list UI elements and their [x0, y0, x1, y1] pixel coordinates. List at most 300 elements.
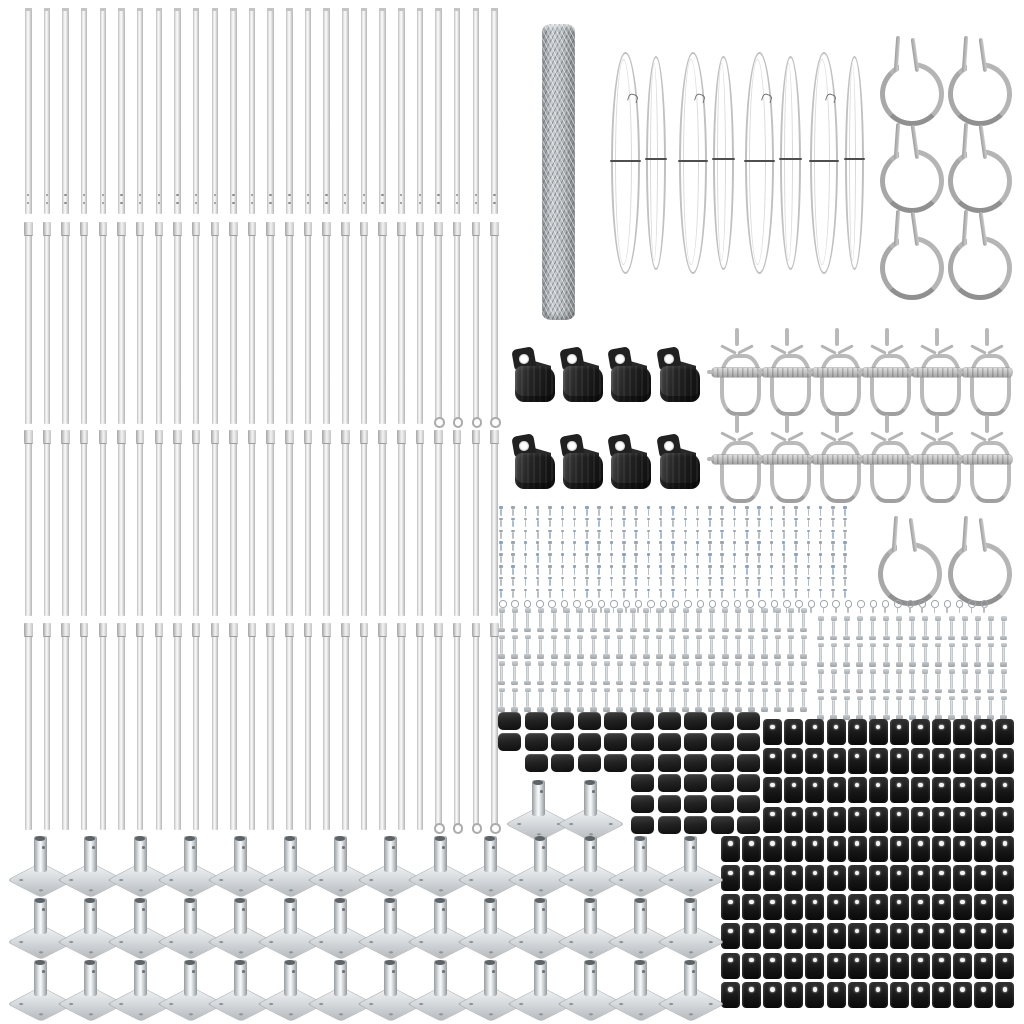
post-top-cap: [137, 8, 144, 11]
bolt: [576, 661, 585, 685]
post-hole: [288, 202, 290, 204]
wire-strainer: [917, 415, 957, 499]
post-hole: [46, 194, 48, 196]
tube-screw-hole: [42, 970, 45, 973]
bolt: [602, 635, 611, 659]
post-joint-collar: [434, 222, 443, 235]
screw-shank: [537, 544, 539, 551]
screw-shank: [758, 579, 760, 586]
bolt-collar: [800, 654, 807, 659]
screw-shank: [832, 568, 834, 575]
bolt-collar: [787, 628, 794, 633]
screw: [843, 541, 847, 551]
screw-shank: [746, 520, 748, 527]
plate-bolt-hole: [19, 879, 24, 882]
screw: [499, 506, 503, 516]
tube-opening: [685, 836, 695, 841]
plate-socket-tube: [284, 898, 297, 934]
post-joint-collar: [99, 430, 108, 443]
bolt-collar: [987, 689, 994, 694]
bolt-shank: [697, 639, 700, 654]
bolt-head: [949, 616, 955, 621]
post-hole: [419, 194, 421, 196]
screw: [499, 541, 503, 551]
plate-socket-tube: [184, 836, 197, 872]
bolt: [829, 616, 838, 640]
fence-clip: [784, 836, 803, 862]
bolt-collar: [896, 636, 903, 641]
bolt: [563, 688, 572, 712]
clip-screw-hole: [834, 871, 838, 875]
bolt: [855, 669, 864, 693]
bolt: [882, 643, 891, 667]
screw-shank: [549, 568, 551, 575]
cap-body: [660, 453, 700, 489]
plate-socket-tube: [584, 780, 597, 816]
screw-shank: [734, 532, 736, 539]
bolt-collar: [695, 654, 702, 659]
screw: [610, 565, 614, 575]
bolt-head: [591, 661, 597, 666]
screw-shank: [512, 509, 514, 516]
strainer-spindle-nub: [857, 457, 863, 461]
bolt-shank: [632, 639, 635, 654]
bolt-head: [525, 661, 531, 666]
bolt: [707, 635, 716, 659]
screw: [511, 589, 515, 599]
post-joint-collar: [192, 430, 201, 443]
hook-opening: [967, 539, 983, 550]
screw-shank: [844, 544, 846, 551]
wire-tie-band: [645, 158, 667, 160]
screw: [536, 530, 540, 540]
tube-opening: [35, 960, 45, 965]
screw-shank: [721, 556, 723, 563]
screw-shank: [549, 532, 551, 539]
post-joint-collar: [155, 222, 164, 235]
bolt-collar: [643, 654, 650, 659]
post-joint-collar: [117, 222, 126, 235]
plate-bolt-hole: [189, 1013, 194, 1016]
screw: [647, 577, 651, 587]
clip-screw-hole: [897, 725, 901, 729]
bolt: [855, 696, 864, 720]
bolt-head: [922, 669, 928, 674]
fence-clip: [848, 894, 867, 920]
bolt-shank: [871, 621, 874, 636]
clip-screw-hole: [918, 987, 922, 991]
screw: [647, 553, 651, 563]
screw-shank: [685, 520, 687, 527]
bolt: [999, 643, 1008, 667]
screw-shank: [783, 556, 785, 563]
cap-body: [611, 453, 651, 489]
fence-clip: [763, 865, 782, 891]
tube-screw-hole: [492, 846, 495, 849]
bolt-shank: [697, 666, 700, 681]
screw-shank: [672, 579, 674, 586]
bolt-head: [696, 608, 702, 613]
plate-bolt-hole: [169, 941, 174, 944]
screw: [511, 541, 515, 551]
screw: [720, 506, 724, 516]
fence-clip: [763, 807, 782, 833]
bolt-head: [962, 669, 968, 674]
screw-shank: [820, 579, 822, 586]
bolt-shank: [1002, 647, 1005, 662]
tube-screw-hole: [442, 970, 445, 973]
screw: [757, 589, 761, 599]
screw-shank: [709, 532, 711, 539]
screw-shank: [537, 579, 539, 586]
bolt-collar: [551, 707, 558, 712]
screw-shank: [832, 579, 834, 586]
cap-eyelet-hole: [518, 440, 529, 451]
bolt-head: [551, 608, 557, 613]
tube-opening: [135, 960, 145, 965]
screw: [770, 553, 774, 563]
fence-clip: [869, 923, 888, 949]
wire-strainer: [867, 328, 907, 412]
bolt-head: [870, 616, 876, 621]
wire-strainer: [767, 415, 807, 499]
post-base-plate: [12, 832, 68, 894]
post-hole: [307, 202, 309, 204]
post-base-plate: [312, 832, 368, 894]
screw-shank: [685, 509, 687, 516]
bolt: [895, 669, 904, 693]
clip-screw-hole: [792, 929, 796, 933]
screw: [782, 518, 786, 528]
eye-screw-shank: [983, 607, 985, 613]
post-hole: [232, 202, 234, 204]
bolt: [694, 608, 703, 632]
fence-clip: [848, 982, 867, 1008]
screw: [831, 565, 835, 575]
fence-clip: [974, 982, 993, 1008]
bolt-collar: [761, 707, 768, 712]
screw: [659, 530, 663, 540]
bolt-collar: [843, 689, 850, 694]
screw: [671, 589, 675, 599]
bolt: [721, 608, 730, 632]
plate-socket-tube: [584, 836, 597, 872]
post-top-cap: [193, 8, 200, 11]
screw-shank: [586, 544, 588, 551]
strainer-frame: [770, 354, 811, 416]
screw-shank: [783, 520, 785, 527]
tube-opening: [435, 898, 445, 903]
strainer-spindle-nub: [807, 457, 813, 461]
clip-screw-hole: [897, 900, 901, 904]
bolt: [602, 688, 611, 712]
screw-shank: [672, 520, 674, 527]
screw-shank: [598, 532, 600, 539]
bolt-shank: [911, 700, 914, 715]
fence-post-tube: [361, 8, 368, 214]
bolt-shank: [937, 674, 940, 689]
hook-ring: [948, 62, 1012, 126]
strainer-pin: [885, 415, 889, 433]
strainer-frame: [820, 354, 861, 416]
bolt-shank: [789, 666, 792, 681]
clip-screw-hole: [960, 841, 964, 845]
strainer-frame: [870, 354, 911, 416]
screw-shank: [500, 568, 502, 575]
bolt: [799, 688, 808, 712]
square-post-cap: [578, 712, 601, 730]
screw: [524, 577, 528, 587]
screw-shank: [512, 520, 514, 527]
square-post-cap: [604, 733, 627, 751]
bolt-shank: [802, 639, 805, 654]
screw: [807, 589, 811, 599]
fence-post-tube: [435, 623, 442, 830]
screw-shank: [537, 509, 539, 516]
black-post-cap: [561, 348, 605, 404]
bolt-shank: [645, 613, 648, 628]
fence-clip: [763, 748, 782, 774]
tube-screw-hole: [92, 846, 95, 849]
bolt-shank: [950, 700, 953, 715]
screw: [733, 565, 737, 575]
bolt-collar: [656, 707, 663, 712]
plate-bolt-hole: [608, 823, 613, 826]
bolt-shank: [963, 674, 966, 689]
fence-clip: [784, 748, 803, 774]
bolt-collar: [669, 654, 676, 659]
eye-screw-ring: [721, 600, 729, 608]
bolt: [510, 608, 519, 632]
bolt-shank: [750, 666, 753, 681]
tube-screw-hole: [292, 908, 295, 911]
wire-strainer: [867, 415, 907, 499]
bolt-collar: [551, 654, 558, 659]
bolt-shank: [658, 692, 661, 707]
bolt-head: [709, 661, 715, 666]
screw-shank: [795, 532, 797, 539]
strainer-frame: [870, 441, 911, 503]
clip-screw-hole: [897, 958, 901, 962]
clip-screw-hole: [813, 841, 817, 845]
screw-shank: [598, 520, 600, 527]
post-top-cap: [62, 8, 69, 11]
fence-post-tube: [473, 8, 480, 214]
screw: [647, 506, 651, 516]
plate-bolt-hole: [239, 951, 244, 954]
post-top-cap: [25, 8, 32, 11]
screw-shank: [598, 509, 600, 516]
plate-socket-tube: [484, 836, 497, 872]
bolt-shank: [671, 639, 674, 654]
fence-post-tube: [491, 222, 498, 424]
fence-post-tube: [100, 430, 107, 616]
screw: [671, 541, 675, 551]
square-post-cap: [737, 774, 760, 792]
screw: [782, 530, 786, 540]
screw-shank: [820, 532, 822, 539]
screw: [647, 589, 651, 599]
clip-screw-hole: [855, 958, 859, 962]
bolt: [655, 661, 664, 685]
bolt-head: [788, 608, 794, 613]
fence-post-tube: [379, 8, 386, 214]
bolt-collar: [987, 662, 994, 667]
plate-bolt-hole: [19, 941, 24, 944]
screw-shank: [721, 591, 723, 598]
plate-socket-tube: [532, 780, 545, 816]
screw-shank: [771, 544, 773, 551]
bolt: [694, 688, 703, 712]
screw: [536, 541, 540, 551]
screw: [794, 553, 798, 563]
bolt-head: [896, 669, 902, 674]
bolt: [895, 643, 904, 667]
screw: [524, 518, 528, 528]
cap-eyelet-hole: [566, 440, 577, 451]
screw-shank: [635, 591, 637, 598]
screw-shank: [623, 544, 625, 551]
fence-clip: [911, 894, 930, 920]
bolt-collar: [883, 689, 890, 694]
screw-shank: [844, 568, 846, 575]
screw: [634, 577, 638, 587]
screw-shank: [660, 544, 662, 551]
bolt-shank: [911, 621, 914, 636]
bolt: [960, 616, 969, 640]
plate-bolt-hole: [369, 879, 374, 882]
bolt: [960, 643, 969, 667]
square-post-cap: [604, 754, 627, 772]
fence-post-tube: [100, 623, 107, 830]
square-post-cap: [525, 754, 548, 772]
bolt-head: [656, 661, 662, 666]
square-post-cap: [551, 733, 574, 751]
screw: [610, 518, 614, 528]
plate-socket-tube: [284, 836, 297, 872]
pigtail-hook: [878, 36, 938, 122]
screw: [561, 553, 565, 563]
post-joint-collar: [360, 430, 369, 443]
tube-opening: [485, 836, 495, 841]
screw-shank: [697, 579, 699, 586]
fence-post-tube: [100, 222, 107, 424]
bolt-collar: [748, 707, 755, 712]
tube-screw-hole: [542, 970, 545, 973]
bolt-head: [909, 616, 915, 621]
screw: [843, 530, 847, 540]
screw: [622, 506, 626, 516]
square-post-cap: [631, 754, 654, 772]
fence-clip: [869, 953, 888, 979]
clip-screw-hole: [918, 871, 922, 875]
post-top-cap: [267, 8, 274, 11]
clip-screw-hole: [876, 754, 880, 758]
screw-shank: [808, 591, 810, 598]
screw: [720, 565, 724, 575]
post-base-plate: [362, 894, 418, 956]
bolt-collar: [590, 707, 597, 712]
clip-screw-hole: [960, 754, 964, 758]
post-base-plate: [162, 956, 218, 1018]
fence-clip: [911, 807, 930, 833]
bolt-head: [643, 661, 649, 666]
fence-clip: [911, 953, 930, 979]
fence-clip: [742, 982, 761, 1008]
screw: [782, 541, 786, 551]
bolt-shank: [579, 692, 582, 707]
plate-socket-tube: [684, 836, 697, 872]
post-base-plate: [312, 894, 368, 956]
clip-screw-hole: [792, 987, 796, 991]
bolt: [947, 696, 956, 720]
post-joint-collar: [453, 222, 462, 235]
bolt-head: [604, 661, 610, 666]
screw-shank: [500, 520, 502, 527]
tube-opening: [485, 898, 495, 903]
screw-shank: [574, 532, 576, 539]
clip-screw-hole: [876, 783, 880, 787]
plate-bolt-hole: [289, 1013, 294, 1016]
screw-shank: [598, 556, 600, 563]
bolt-collar: [630, 654, 637, 659]
bolt: [773, 635, 782, 659]
tube-screw-hole: [492, 908, 495, 911]
screw-shank: [808, 556, 810, 563]
post-hole: [64, 194, 66, 196]
pigtail-hook: [946, 516, 1006, 602]
post-joint-collar: [285, 430, 294, 443]
screw: [524, 565, 528, 575]
post-joint-collar: [80, 430, 89, 443]
eye-screw: [968, 600, 974, 614]
bolt-shank: [539, 613, 542, 628]
bolt-shank: [658, 666, 661, 681]
fence-clip: [763, 953, 782, 979]
bolt: [550, 661, 559, 685]
fence-post-tube: [379, 623, 386, 830]
clip-screw-hole: [939, 900, 943, 904]
bolt: [734, 635, 743, 659]
fence-post-tube: [62, 8, 69, 214]
eye-screw-shank: [946, 607, 948, 613]
bolt-shank: [937, 647, 940, 662]
plate-bolt-hole: [619, 1003, 624, 1006]
bolt-head: [1001, 616, 1007, 621]
screw: [622, 577, 626, 587]
fence-post-tube: [174, 430, 181, 616]
screw: [610, 577, 614, 587]
screw: [597, 589, 601, 599]
post-joint-collar: [304, 430, 313, 443]
post-base-plate: [462, 832, 518, 894]
clip-screw-hole: [960, 812, 964, 816]
clip-screw-hole: [834, 812, 838, 816]
plate-socket-tube: [134, 836, 147, 872]
tension-wire-loop: [810, 52, 838, 274]
bolt: [868, 616, 877, 640]
fence-post-tube: [398, 8, 405, 214]
post-hole: [139, 194, 141, 196]
bolt-shank: [989, 647, 992, 662]
post-joint-collar: [229, 430, 238, 443]
post-base-plate: [612, 894, 668, 956]
tension-wire-loop-inner: [683, 59, 699, 265]
plate-socket-tube: [84, 898, 97, 934]
bolt: [934, 616, 943, 640]
bolt-collar: [656, 654, 663, 659]
screw-shank: [537, 520, 539, 527]
